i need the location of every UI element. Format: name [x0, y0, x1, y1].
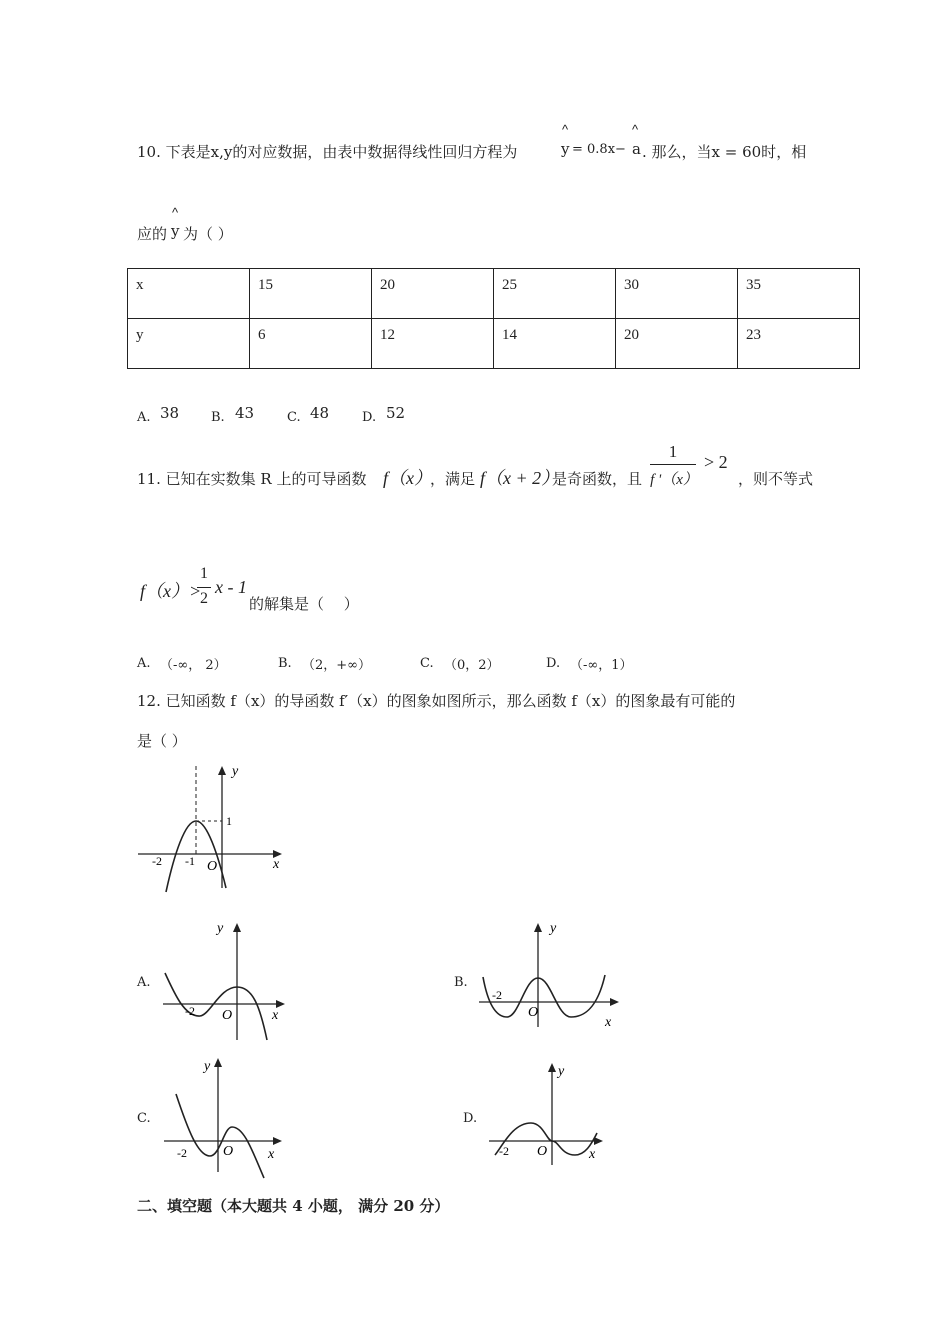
- option-c-value: 48: [310, 404, 330, 422]
- table-row-y: [128, 319, 860, 369]
- table-cell: 14: [494, 319, 616, 369]
- line2-y: y: [171, 222, 180, 240]
- option-a-letter: A.: [137, 975, 151, 990]
- label-origin: O: [207, 859, 218, 874]
- eq-y: y: [561, 140, 570, 158]
- gt-two: > 2: [704, 452, 728, 472]
- label-neg2: -2: [152, 854, 162, 868]
- option-d-letter: D.: [546, 656, 561, 671]
- y-axis-arrow: [233, 923, 241, 932]
- ineq-right: x - 1: [215, 577, 247, 597]
- x-axis-arrow: [594, 1137, 603, 1145]
- section-heading-fill-in: 二、填空题（本大题共 4 小题， 满分 20 分）: [137, 1197, 450, 1215]
- label-y: y: [217, 921, 224, 936]
- fx2-expr: f（x + 2）: [480, 468, 560, 488]
- curve-a: [165, 973, 267, 1040]
- table-cell: 12: [372, 319, 494, 369]
- x-axis-arrow: [610, 998, 619, 1006]
- option-c-value: （0，2）: [444, 658, 500, 673]
- ineq-fraction-bar: [197, 587, 211, 588]
- y-axis-arrow: [548, 1063, 556, 1072]
- option-d-value: （-∞，1）: [570, 658, 633, 673]
- table-cell: x: [128, 269, 250, 319]
- a-hat-symbol: ^: [632, 122, 639, 137]
- label-x: x: [589, 1147, 596, 1162]
- label-x: x: [605, 1015, 612, 1030]
- option-c-letter: C.: [137, 1111, 151, 1126]
- y-axis-arrow: [214, 1058, 222, 1067]
- x-axis-arrow: [273, 1137, 282, 1145]
- q12-line1: 12. 已知函数 f（x）的导函数 f′（x）的图象如图所示，那么函数 f（x）的图象最有可能的: [137, 692, 736, 710]
- option-b-letter: B.: [454, 975, 468, 990]
- table-cell: 35: [738, 269, 860, 319]
- label-origin: O: [537, 1144, 548, 1159]
- label-x: x: [272, 1008, 279, 1023]
- q11-part2: ，满足: [430, 470, 476, 488]
- q12-line2: 是（ ）: [137, 732, 187, 750]
- label-neg2: -2: [177, 1146, 187, 1160]
- q10-line2-pre: 应的: [137, 225, 168, 243]
- label-x: x: [273, 857, 280, 872]
- label-origin: O: [223, 1144, 234, 1159]
- option-d-letter: D.: [463, 1111, 478, 1126]
- y-hat-symbol-2: ^: [172, 205, 179, 220]
- xy-data-table: [127, 268, 860, 369]
- label-y: y: [550, 921, 557, 936]
- option-c-graph: [160, 1050, 290, 1180]
- label-neg2: -2: [492, 988, 502, 1002]
- table-cell: y: [128, 319, 250, 369]
- ineq-numerator: 1: [200, 565, 208, 582]
- y-hat-symbol: ^: [562, 122, 569, 137]
- label-one: 1: [226, 814, 232, 828]
- option-a-graph: [155, 915, 295, 1045]
- q10-line2-post: 为（ ）: [183, 225, 233, 243]
- table-cell: 30: [616, 269, 738, 319]
- option-b-graph: [475, 915, 625, 1030]
- curve-c: [176, 1094, 264, 1178]
- ineq-left: f（x）>: [140, 581, 202, 601]
- option-a-letter: A.: [137, 410, 151, 425]
- fx-expr: f（x）: [383, 468, 432, 488]
- option-b-letter: B.: [278, 656, 292, 671]
- eq-a: a: [632, 140, 641, 158]
- x-axis-arrow: [276, 1000, 285, 1008]
- fraction-bar: [650, 464, 696, 465]
- table-cell: 20: [372, 269, 494, 319]
- label-neg1: -1: [185, 854, 195, 868]
- label-neg2: -2: [185, 1004, 195, 1018]
- eq-middle: = 0.8x−: [572, 142, 626, 157]
- q10-suffix: . 那么，当x = 60时，相: [642, 143, 807, 161]
- table-cell: 20: [616, 319, 738, 369]
- option-a-value: （-∞， 2）: [160, 658, 227, 673]
- table-cell: 25: [494, 269, 616, 319]
- q11-ineq-tail: 的解集是（ ）: [249, 595, 359, 613]
- option-b-letter: B.: [211, 410, 225, 425]
- option-a-letter: A.: [137, 656, 151, 671]
- option-d-letter: D.: [362, 410, 377, 425]
- q10-prefix: 10. 下表是x,y的对应数据，由表中数据得线性回归方程为: [137, 143, 518, 161]
- label-neg2: -2: [499, 1144, 509, 1158]
- y-axis-arrow: [218, 766, 226, 775]
- table-cell: 23: [738, 319, 860, 369]
- label-y: y: [558, 1064, 565, 1079]
- ineq-denominator: 2: [200, 590, 208, 607]
- option-c-letter: C.: [287, 410, 301, 425]
- label-y: y: [232, 764, 239, 779]
- option-b-value: （2，+∞）: [302, 658, 371, 673]
- option-b-value: 43: [235, 404, 255, 422]
- label-y: y: [204, 1059, 211, 1074]
- q11-part3: 是奇函数，且: [552, 470, 643, 488]
- label-origin: O: [222, 1008, 233, 1023]
- frac-denominator: f '（x）: [650, 472, 698, 488]
- label-origin: O: [528, 1005, 539, 1020]
- table-cell: 15: [250, 269, 372, 319]
- option-d-graph: [485, 1055, 610, 1165]
- option-a-value: 38: [160, 404, 180, 422]
- frac-numerator: 1: [668, 442, 678, 461]
- derivative-graph: [130, 760, 290, 895]
- y-axis-arrow: [534, 923, 542, 932]
- q11-part4: ，则不等式: [738, 470, 814, 488]
- table-row-x: [128, 269, 860, 319]
- q11-part1: 11. 已知在实数集 R 上的可导函数: [137, 470, 367, 488]
- option-c-letter: C.: [420, 656, 434, 671]
- label-x: x: [268, 1147, 275, 1162]
- option-d-value: 52: [386, 404, 406, 422]
- table-cell: 6: [250, 319, 372, 369]
